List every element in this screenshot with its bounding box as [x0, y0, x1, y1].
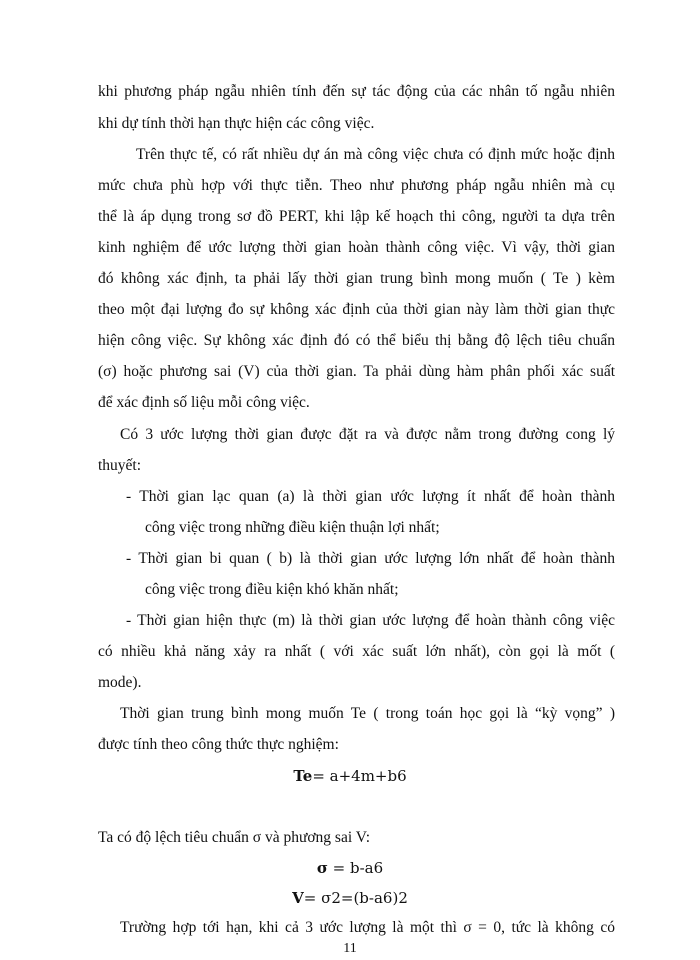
bullet-1-line-1: - Thời gian lạc quan (a) là thời gian ước lượng ít nhất để hoàn thành: [126, 488, 615, 505]
bullet-3-line-2: có nhiều khả năng xảy ra nhất ( với xác suất lớn nhất), còn gọi là mốt (: [98, 643, 615, 660]
page-number: 11: [343, 941, 357, 956]
paragraph-2-line-2: mức chưa phù hợp với thực tiễn. Theo như phương pháp ngẫu nhiên mà cụ: [98, 177, 615, 194]
paragraph-2-line-8: (σ) hoặc phương sai (V) của thời gian. Ta phải dùng hàm phân phối xác suất: [98, 363, 615, 380]
paragraph-2-line-4: kinh nghiệm để ước lượng thời gian hoàn thành công việc. Vì vậy, thời gian: [98, 239, 615, 256]
formula-v-label: V: [292, 889, 304, 907]
paragraph-2-line-7: hiện công việc. Sự không xác định đó có thể biểu thị bằng độ lệch tiêu chuẩn: [98, 332, 615, 349]
paragraph-6-line-1: Trường hợp tới hạn, khi cả 3 ước lượng là một thì σ = 0, tức là không có: [120, 919, 615, 936]
bullet-3-line-1: - Thời gian hiện thực (m) là thời gian ước lượng để hoàn thành công việc: [126, 612, 615, 629]
formula-v-expression: = σ2=(b-a6)2: [303, 889, 408, 907]
paragraph-1-line-2: khi dự tính thời hạn thực hiện các công việc.: [98, 115, 375, 132]
bullet-2-line-2: công việc trong điều kiện khó khăn nhất;: [145, 581, 399, 598]
formula-v: [0, 888, 700, 908]
paragraph-2-line-5: đó không xác định, ta phải lấy thời gian trung bình mong muốn ( Te ) kèm: [98, 270, 615, 287]
paragraph-2-line-3: thể là áp dụng trong sơ đồ PERT, khi lập kế hoạch thi công, người ta dựa trên: [98, 208, 615, 225]
paragraph-2-line-9: để xác định số liệu mỗi công việc.: [98, 394, 310, 411]
paragraph-5-line-1: Ta có độ lệch tiêu chuẩn σ và phương sai V:: [98, 829, 371, 846]
bullet-2-line-1: - Thời gian bi quan ( b) là thời gian ước lượng lớn nhất để hoàn thành: [126, 550, 615, 567]
paragraph-1-line-1: khi phương pháp ngẫu nhiên tính đến sự tác động của các nhân tố ngẫu nhiên: [98, 83, 615, 100]
formula-te: [0, 766, 700, 786]
formula-te-expression: = a+4m+b6: [312, 767, 407, 785]
formula-sigma-expression: = b-a6: [327, 859, 384, 877]
paragraph-4-line-2: được tính theo công thức thực nghiệm:: [98, 736, 339, 753]
formula-sigma: [0, 858, 700, 878]
paragraph-2-line-6: theo một đại lượng đo sự không xác định của thời gian này làm thời gian thực: [98, 301, 615, 318]
paragraph-3-line-2: thuyết:: [98, 457, 142, 474]
formula-te-label: Te: [293, 767, 313, 785]
paragraph-4-line-1: Thời gian trung bình mong muốn Te ( trong toán học gọi là “kỳ vọng” ): [120, 705, 615, 722]
bullet-3-line-3: mode).: [98, 674, 142, 691]
paragraph-3-line-1: Có 3 ước lượng thời gian được đặt ra và được nằm trong đường cong lý: [120, 426, 615, 443]
paragraph-2-line-1: Trên thực tế, có rất nhiều dự án mà công việc chưa có định mức hoặc định: [136, 146, 615, 163]
bullet-1-line-2: công việc trong những điều kiện thuận lợi nhất;: [145, 519, 440, 536]
formula-sigma-label: σ: [316, 859, 328, 877]
